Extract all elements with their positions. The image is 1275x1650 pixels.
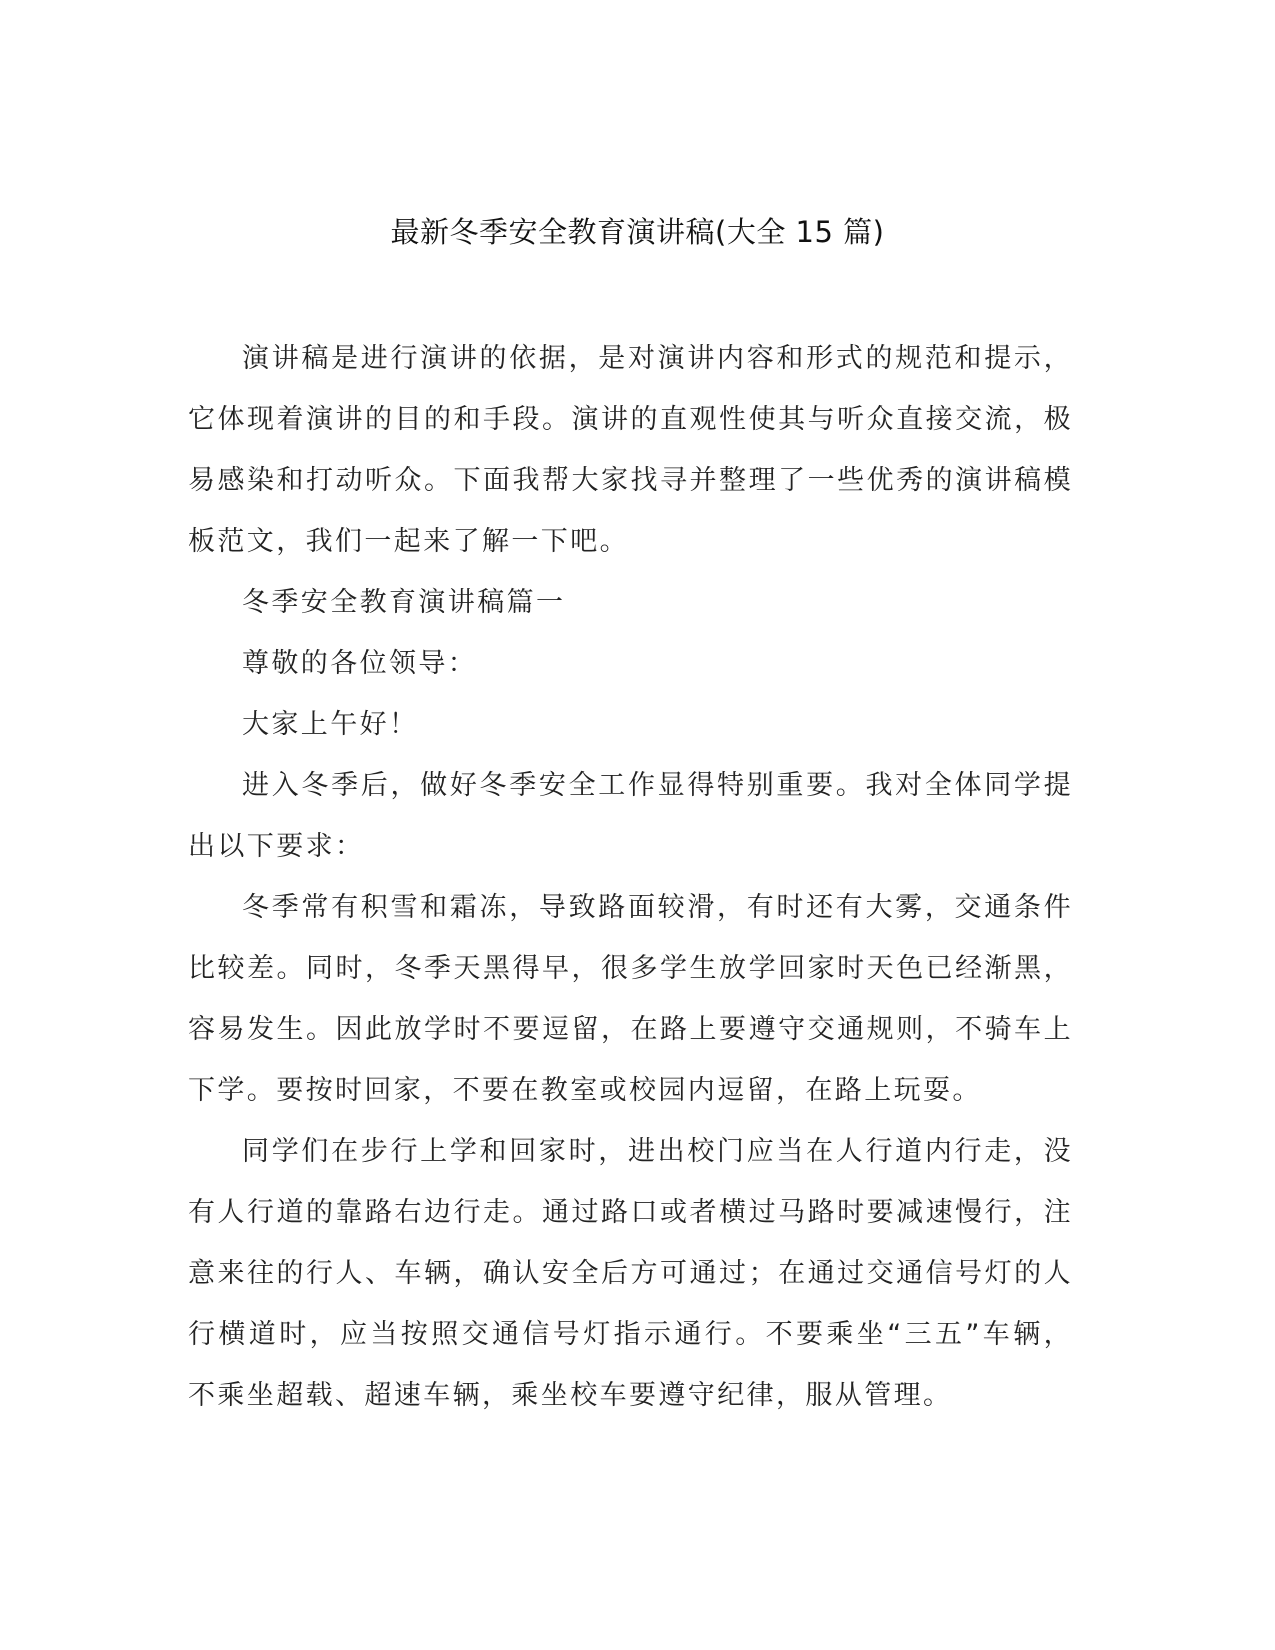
document-body <box>188 328 1073 1426</box>
greeting: 大家上午好！ <box>242 709 419 740</box>
paragraph-walking-safety: 同学们在步行上学和回家时，进出校门应当在人行道内行走，没有人行道的靠路右边行走。通过路口或者横过马路时要减速慢行，注意来往的行人、车辆，确认安全后方可通过；在通过交通信号灯的人行横道时，应当按照交通信号灯指示通行。不要乘坐“三五”车辆，不乘坐超载、超速车辆，乘坐校车要遵守纪律，服从管理。 <box>188 1136 1073 1411</box>
document-title: 最新冬季安全教育演讲稿(大全 15 篇) <box>390 215 885 249</box>
paragraph-winter-conditions: 冬季常有积雪和霜冻，导致路面较滑，有时还有大雾，交通条件比较差。同时，冬季天黑得早，很多学生放学回家时天色已经渐黑，容易发生。因此放学时不要逗留，在路上要遵守交通规则，不骑车上下学。要按时回家，不要在教室或校园内逗留，在路上玩耍。 <box>188 892 1073 1106</box>
section-heading: 冬季安全教育演讲稿篇一 <box>242 587 566 618</box>
paragraph-intro: 演讲稿是进行演讲的依据，是对演讲内容和形式的规范和提示，它体现着演讲的目的和手段。演讲的直观性使其与听众直接交流，极易感染和打动听众。下面我帮大家找寻并整理了一些优秀的演讲稿模板范文，我们一起来了解一下吧。 <box>188 343 1073 557</box>
paragraph-requirements: 进入冬季后，做好冬季安全工作显得特别重要。我对全体同学提出以下要求： <box>188 770 1073 862</box>
salutation: 尊敬的各位领导： <box>242 648 478 679</box>
